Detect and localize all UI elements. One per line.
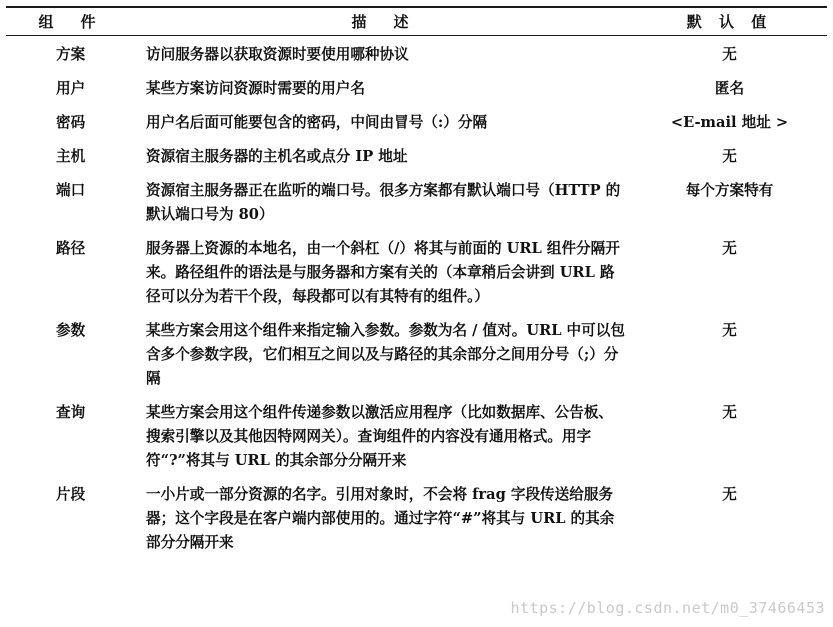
table-row: [6, 101, 827, 135]
description-cell: 访问服务器以获取资源时要使用哪种协议: [146, 46, 409, 63]
component-cell: 路径: [56, 240, 86, 257]
default-cell: 匿名: [714, 80, 745, 97]
table-row: [6, 169, 827, 227]
component-cell: 参数: [56, 322, 86, 339]
component-cell: 方案: [56, 46, 86, 63]
table-row: [6, 473, 827, 555]
default-cell: 无: [722, 404, 737, 421]
description-cell: 资源宿主服务器的主机名或点分 IP 地址: [146, 148, 408, 165]
description-cell: 某些方案会用这个组件来指定输入参数。参数为名 / 值对。URL 中可以包含多个参数字段，它们相互之间以及与路径的其余部分之间用分号（;）分隔: [146, 322, 625, 387]
default-cell: 无: [722, 486, 737, 503]
default-cell: 无: [722, 240, 737, 257]
table-row: [6, 67, 827, 101]
component-cell: 端口: [56, 182, 86, 199]
description-cell: 用户名后面可能要包含的密码，中间由冒号（:）分隔: [146, 114, 488, 131]
table-row: [6, 36, 827, 68]
table-header-row: [6, 7, 827, 36]
table-row: [6, 309, 827, 391]
description-cell: 某些方案访问资源时需要的用户名: [146, 80, 365, 97]
component-cell: 密码: [56, 114, 86, 131]
component-cell: 用户: [56, 80, 86, 97]
description-cell: 一小片或一部分资源的名字。引用对象时，不会将 frag 字段传送给服务器；这个字段是在客户端内部使用的。通过字符“#”将其与 URL 的其余部分分隔开来: [146, 486, 615, 551]
table-row: [6, 391, 827, 473]
default-cell: 每个方案特有: [685, 182, 774, 199]
component-cell: 查询: [56, 404, 86, 421]
description-cell: 资源宿主服务器正在监听的端口号。很多方案都有默认端口号（HTTP 的默认端口号为 80）: [146, 182, 621, 223]
component-cell: 片段: [56, 486, 86, 503]
table-row: [6, 227, 827, 309]
table-row: [6, 135, 827, 169]
watermark-url: https://blog.csdn.net/m0_37466453: [510, 599, 825, 617]
component-cell: 主机: [56, 148, 86, 165]
header-description: 描 述: [134, 7, 632, 36]
default-cell: 无: [722, 46, 737, 63]
url-components-table: [6, 6, 827, 555]
header-default: 默 认 值: [632, 7, 827, 36]
header-component: 组 件: [6, 7, 134, 36]
default-cell: 无: [722, 148, 737, 165]
default-cell: <E-mail 地址 >: [670, 114, 789, 131]
table-body: [6, 36, 827, 556]
default-cell: 无: [722, 322, 737, 339]
description-cell: 某些方案会用这个组件传递参数以激活应用程序（比如数据库、公告板、搜索引擎以及其他因特网网关）。查询组件的内容没有通用格式。用字符“?”将其与 URL 的其余部分分隔开来: [146, 404, 614, 469]
description-cell: 服务器上资源的本地名，由一个斜杠（/）将其与前面的 URL 组件分隔开来。路径组件的语法是与服务器和方案有关的（本章稍后会讲到 URL 路径可以分为若干个段，每段都可以有其特有的组件。）: [146, 240, 620, 305]
